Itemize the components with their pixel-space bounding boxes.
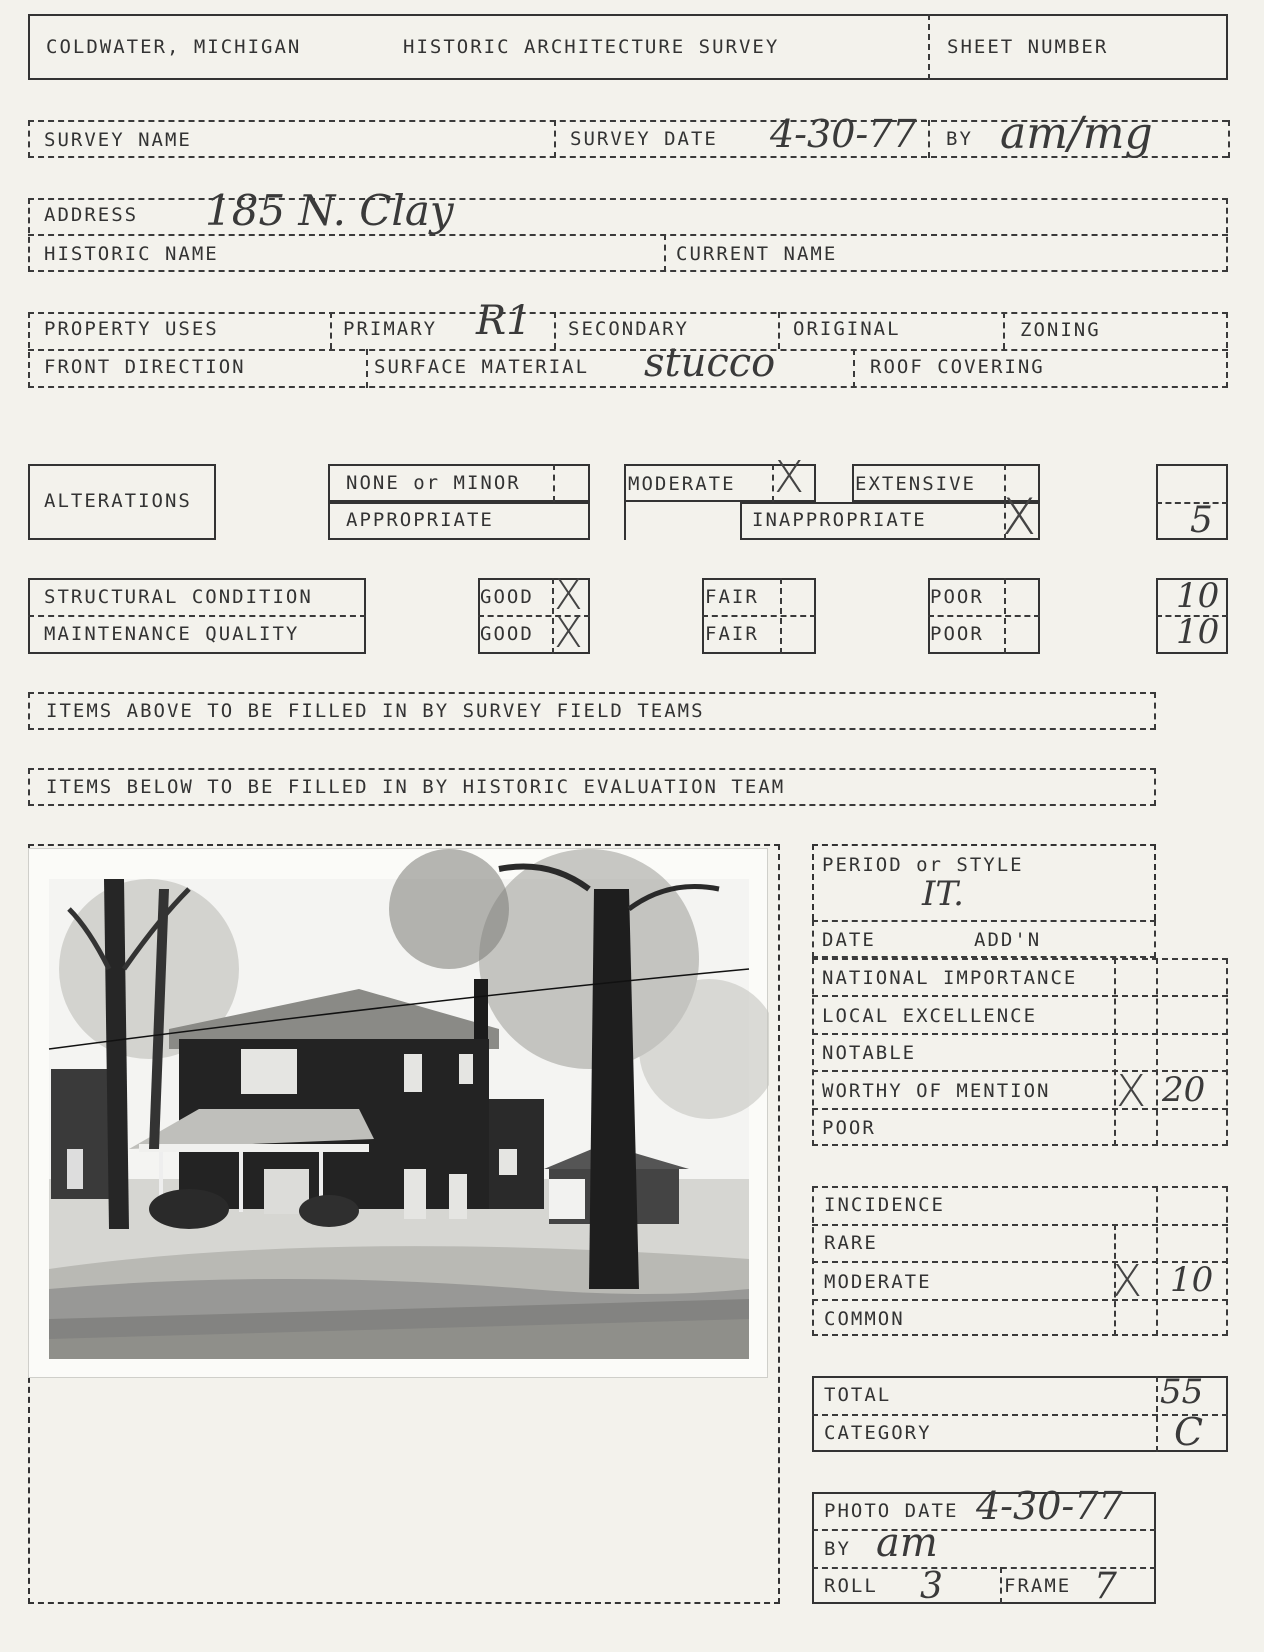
property-col-2 [554,312,556,349]
fair-checkbox-divider [780,578,782,654]
property-col-5 [366,349,368,388]
importance-divider-1 [1114,958,1116,1146]
survey-row-divider-2 [928,120,930,158]
city-label: COLDWATER, MICHIGAN [46,36,302,58]
surface-material-label: SURFACE MATERIAL [374,356,590,378]
survey-date-value: 4-30-77 [770,112,917,156]
property-uses-label: PROPERTY USES [44,318,219,340]
front-direction-label: FRONT DIRECTION [44,356,246,378]
importance-row-2 [812,1033,1228,1035]
survey-by-value: am/mg [1000,108,1153,159]
survey-by-label: BY [946,128,973,150]
maintenance-poor-label: POOR [930,623,984,645]
period-style-value: IT. [922,874,964,914]
incidence-label: INCIDENCE [824,1194,945,1216]
incidence-row-1 [812,1224,1228,1226]
photo-date-label: PHOTO DATE [824,1500,959,1522]
none-minor-label: NONE or MINOR [346,472,521,494]
structural-poor-label: POOR [930,586,984,608]
current-name-divider [664,234,666,272]
local-excellence-label: LOCAL EXCELLENCE [822,1005,1038,1027]
extensive-label: EXTENSIVE [855,473,976,495]
property-col-4 [1003,312,1005,349]
maintenance-quality-label: MAINTENANCE QUALITY [44,623,300,645]
moderate-label: MODERATE [628,473,736,495]
surface-material-value: stucco [644,340,776,386]
poor-divider [928,615,1040,617]
header-divider [928,14,930,80]
house-photo [28,848,768,1378]
poor-label: POOR [822,1117,876,1139]
historic-name-label: HISTORIC NAME [44,243,219,265]
category-label: CATEGORY [824,1422,932,1444]
maintenance-fair-label: FAIR [705,623,759,645]
incidence-row-3 [812,1299,1228,1301]
frame-label: FRAME [1004,1575,1072,1597]
structural-good-label: GOOD [480,586,534,608]
incidence-moderate-label: MODERATE [824,1271,932,1293]
alterations-score: 5 [1190,500,1213,541]
incidence-moderate-mark: X [1112,1256,1143,1307]
fair-divider [702,615,816,617]
structural-score: 10 [1176,576,1220,616]
common-label: COMMON [824,1308,905,1330]
address-label: ADDRESS [44,204,139,226]
structural-good-mark: X [554,570,583,619]
secondary-label: SECONDARY [568,318,689,340]
importance-row-1 [812,995,1228,997]
moderate-mark: X [774,452,805,503]
total-label: TOTAL [824,1384,892,1406]
original-label: ORIGINAL [793,318,901,340]
house-photo-image [29,849,769,1379]
rare-label: RARE [824,1232,878,1254]
worthy-score: 20 [1162,1070,1206,1110]
poor-checkbox-divider [1004,578,1006,654]
roof-covering-label: ROOF COVERING [870,356,1045,378]
sheet-number-label: SHEET NUMBER [947,36,1109,58]
period-style-label: PERIOD or STYLE [822,854,1024,876]
primary-value: R1 [476,298,532,344]
worthy-of-mention-label: WORTHY OF MENTION [822,1080,1051,1102]
condition-label-divider [28,615,366,617]
frame-divider [1000,1567,1002,1604]
frame-value: 7 [1094,1566,1117,1607]
category-value: C [1174,1410,1204,1454]
national-importance-label: NATIONAL IMPORTANCE [822,967,1078,989]
date-label: DATE [822,929,876,951]
maintenance-good-mark: X [554,608,583,657]
totals-divider [812,1414,1228,1416]
inappropriate-mark: X [1002,488,1037,546]
items-above-label: ITEMS ABOVE TO BE FILLED IN BY SURVEY FIELD TEAMS [46,700,705,722]
photo-by-label: BY [824,1538,851,1560]
importance-divider-2 [1156,958,1158,1146]
photo-by-value: am [876,1520,938,1566]
property-divider [28,349,1228,351]
zoning-label: ZONING [1020,319,1101,341]
structural-fair-label: FAIR [705,586,759,608]
primary-label: PRIMARY [343,318,438,340]
address-value: 185 N. Clay [205,186,454,235]
connector-box [624,502,740,540]
roll-label: ROLL [824,1575,878,1597]
notable-label: NOTABLE [822,1042,917,1064]
property-col-3 [778,312,780,349]
worthy-mark: X [1116,1066,1147,1117]
photo-info-divider-1 [812,1529,1156,1531]
addn-label: ADD'N [974,929,1042,951]
photo-date-value: 4-30-77 [976,1484,1123,1528]
maintenance-score: 10 [1176,612,1220,652]
inappropriate-label: INAPPROPRIATE [752,509,927,531]
survey-row-end [1228,120,1230,158]
none-minor-checkbox-divider [553,464,555,502]
survey-title: HISTORIC ARCHITECTURE SURVEY [403,36,780,58]
survey-row-divider-1 [554,120,556,158]
items-below-label: ITEMS BELOW TO BE FILLED IN BY HISTORIC EVALUATION TEAM [46,776,786,798]
appropriate-label: APPROPRIATE [346,509,494,531]
survey-name-label: SURVEY NAME [44,129,192,151]
property-col-6 [853,349,855,388]
totals-value-divider [1156,1376,1158,1452]
incidence-row-2 [812,1261,1228,1263]
alterations-label: ALTERATIONS [44,490,192,512]
property-col-1 [330,312,332,349]
roll-value: 3 [920,1566,943,1607]
incidence-moderate-score: 10 [1170,1260,1214,1300]
survey-date-label: SURVEY DATE [570,128,718,150]
maintenance-good-label: GOOD [480,623,534,645]
current-name-label: CURRENT NAME [676,243,838,265]
structural-condition-label: STRUCTURAL CONDITION [44,586,313,608]
total-value: 55 [1160,1372,1204,1412]
